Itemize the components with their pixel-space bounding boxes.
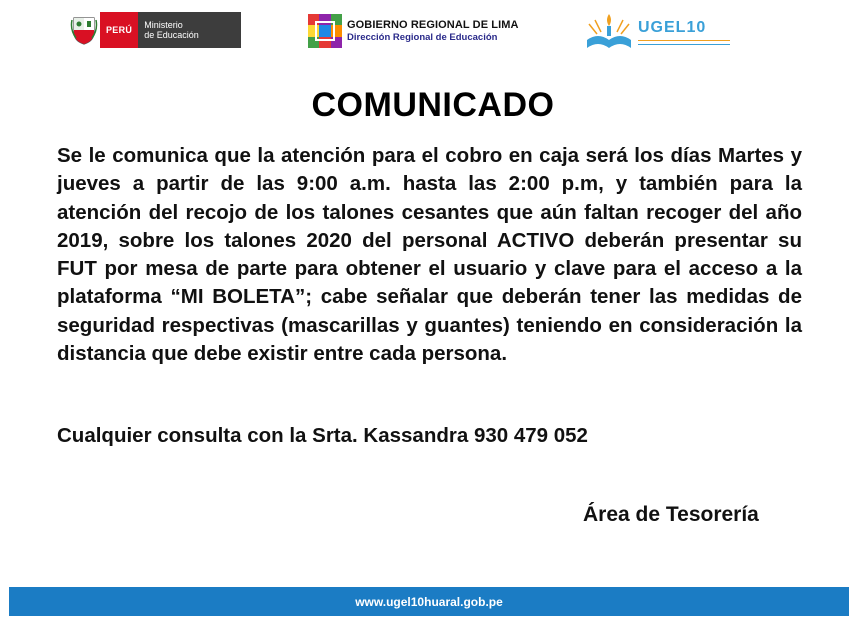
ugel-logo: [583, 10, 730, 54]
peru-label: PERÚ: [100, 12, 138, 48]
ugel-underline: [638, 40, 730, 45]
footer-url: www.ugel10huaral.gob.pe: [355, 594, 503, 609]
ministerio-line1: Ministerio: [144, 20, 183, 30]
ministerio-label: [138, 12, 241, 48]
contact-line: Cualquier consulta con la Srta. Kassandra 930 479 052: [57, 424, 588, 447]
ministerio-line2: de Educación: [144, 30, 199, 40]
announcement-body: Se le comunica que la atención para el cobro en caja será los días Martes y jueves a partir de las 9:00 a.m. hasta las 2:00 p.m, y también para la atención del recojo de los talones cesantes que aún faltan recoger del año 2019, sobre los talones 2020 del personal ACTIVO deberán presentar su FUT por mesa de parte para obtener el usuario y clave para el acceso a la plataforma “MI BOLETA”; cabe señalar que deberán tener las medidas de seguridad respectivas (mascarillas y guantes) teniendo en consideración la distancia que debe existir entre cada persona.: [57, 144, 802, 366]
page-title: COMUNICADO: [311, 86, 555, 124]
ministerio-logo: [68, 12, 241, 48]
gore-lima-logo-icon: [308, 14, 342, 48]
gore-subtitle: Dirección Regional de Educación: [347, 32, 498, 43]
gobierno-regional-logo: [308, 14, 519, 48]
ugel-book-torch-icon: [583, 10, 635, 54]
ugel-name: UGEL10: [638, 19, 707, 36]
header-logos: [0, 0, 866, 70]
peru-shield-icon: [68, 12, 100, 48]
signature: Área de Tesorería: [583, 503, 759, 526]
gore-title: GOBIERNO REGIONAL DE LIMA: [347, 19, 519, 31]
footer-bar: [9, 587, 849, 616]
